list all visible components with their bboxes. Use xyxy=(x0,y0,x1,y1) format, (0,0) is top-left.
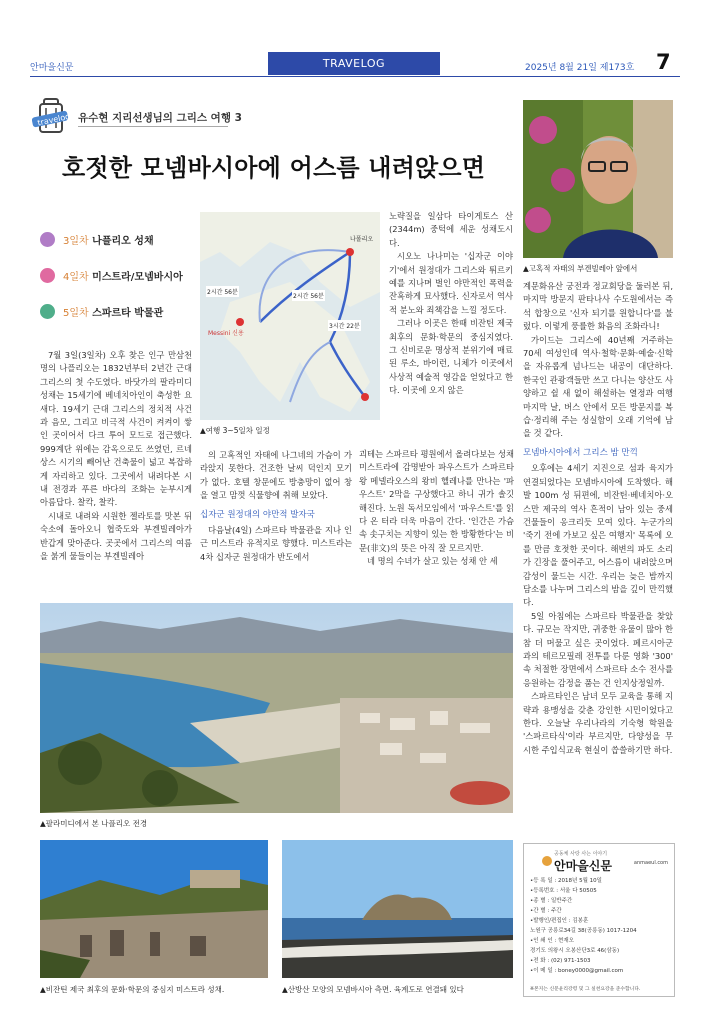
day-number: 5일차 xyxy=(63,308,89,319)
paragraph: 괴테는 스파르타 평원에서 올려다보는 성채 미스트라에 감명받아 파우스트가 스파르타 왕 메넬라오스의 왕비 헬레나를 만나는 '파우스트' 2막을 구상했다고 하니 귀가 솔깃해진다. 노원 독서모임에서 '파우스트'를 읽다 온 터라 더욱 마음이 간다. '인간은 가슴 속 솟구치는 지향이 있는 한 방황한다'는 비문(非文)의 뜻은 아직 잘 모르지만. xyxy=(359,449,514,553)
article-title: 호젓한 모넴바시아에 어스름 내려앉으면 xyxy=(62,154,486,182)
paper-name: 안마을신문 xyxy=(30,63,74,73)
map-pin-icon xyxy=(346,248,354,256)
day-place: 미스트라/모넴바시아 xyxy=(92,272,183,283)
page-number: 7 xyxy=(656,50,671,74)
day-item xyxy=(40,304,163,319)
info-row: •종 별 : 일반주간 xyxy=(530,898,573,904)
article-column-2 xyxy=(200,449,352,564)
ruins-caption: ▲비잔틴 제국 최후의 문화·학문의 중심지 미스트라 성채. xyxy=(40,985,225,994)
day-item xyxy=(40,232,154,247)
bullet-dot-icon xyxy=(40,304,55,319)
map-label: 3시간 22분 xyxy=(328,320,361,331)
article-column-3 xyxy=(389,210,513,398)
publisher-box xyxy=(523,843,675,997)
bullet-dot-icon xyxy=(40,268,55,283)
info-row: •간 별 : 주간 xyxy=(530,908,562,914)
article-column-2b xyxy=(359,448,514,569)
panorama-caption: ▲팔라미디에서 본 나플리오 전경 xyxy=(40,819,148,828)
route-map xyxy=(200,212,380,420)
map-pin-icon xyxy=(361,393,369,401)
publisher-name: 안마을신문 xyxy=(554,859,612,873)
paragraph: 7월 3일(3일차) 오후 찾은 인구 만삼천 명의 나플리오는 1832년부터 2년간 근대 그리스의 첫 수도였다. 바닷가의 팔라미디 성채는 15세기에 베네치아인이 축성한 요새다. 19세기 근대 그리스의 정치적 사건과 음모, 그리고 비극적 사건이 켜켜이 쌓인 곳이어서 다크 투어 모드로 접근했다. 999계단 위에는 감옥으로도 쓰였던, 르네상스 시기의 빼어난 건축물이 넓고 복잡하게 자리하고 있다. 그곳에서 내려다본 시내 전경과 푸른 바다의 조화는 눈부시게 아름답다. 찰칵, 찰칵. xyxy=(40,350,192,508)
map-pin-icon xyxy=(236,318,244,326)
map-label: Messini 신용 xyxy=(208,330,244,337)
paragraph: 노략질을 일삼다 타이게토스 산(2344m) 중턱에 세운 성채도시다. xyxy=(389,211,513,248)
mistra-ruins-photo xyxy=(40,840,268,978)
paragraph: 그러나 이곳은 한때 비잔틴 제국 최후의 문화·학문의 중심지였다. 그 신비로운 명상적 분위기에 매료된 루소, 바이런, 니체가 이곳에서 사상적 예술적 영감을 얻었다고 한다. 이곳에 오지 않은 xyxy=(389,318,513,396)
info-row: •인 쇄 인 : 현재오 xyxy=(530,938,574,944)
portrait-caption: ▲고혹적 자태의 부겐빌레아 앞에서 xyxy=(523,264,638,273)
info-row: 노원구 공릉로34길 38(공릉동) 1017-1204 xyxy=(530,928,637,934)
day-item xyxy=(40,268,183,283)
panorama-photo xyxy=(40,603,513,813)
article-column-4 xyxy=(523,280,673,757)
map-label: 나폴리오 xyxy=(350,236,374,243)
publisher-footer: ※본지는 신문윤리강령 및 그 실천요강을 준수합니다. xyxy=(530,987,641,992)
day-place: 스파르타 박물관 xyxy=(92,308,164,319)
header-rule xyxy=(30,76,680,77)
series-label: 유수현 지리선생님의 그리스 여행 3 xyxy=(78,112,242,124)
day-place: 나플리오 성채 xyxy=(92,236,154,247)
day-number: 3일차 xyxy=(63,236,89,247)
info-row: •발행인/편집인 : 김봉훈 xyxy=(530,918,589,924)
subheading: 모넴바시아에서 그리스 밤 만끽 xyxy=(523,447,638,458)
paragraph: 계문화유산 궁전과 정교회당을 둘러본 뒤, 마지막 방문지 판타나사 수도원에서는 즉석 합창으로 '신자 되기를 원합니다'를 불렀다. 이렇게 풍률한 화음의 조화라니! xyxy=(523,281,673,332)
info-row: 경기도 의왕시 오봉산단3로 46(삼동) xyxy=(530,948,620,954)
section-banner: TRAVELOG xyxy=(268,52,440,75)
info-row: •등 록 일 : 2018년 5월 10일 xyxy=(530,878,602,884)
travelog-suitcase-icon xyxy=(32,96,72,136)
paragraph: 다음날(4일) 스파르타 박물관을 지나 인근 미스트라 유적지로 향했다. 미스트라는 4차 십자군 원정대가 반도에서 xyxy=(200,525,352,562)
issue-date: 2025년 8월 21일 제173호 xyxy=(525,63,635,73)
map-caption: ▲여행 3~5일차 일정 xyxy=(200,426,270,435)
series-rule xyxy=(78,126,228,127)
day-number: 4일차 xyxy=(63,272,89,283)
paragraph: 시내로 내려와 시원한 젤라토를 맛본 뒤 숙소에 돌아오니 협죽도와 부겐빌레아가 반갑게 맞아준다. 곳곳에서 그리스의 여름을 붉게 물들이는 부겐빌레아 xyxy=(40,510,192,562)
map-label: 2시간 56분 xyxy=(292,290,325,301)
rock-caption: ▲산방산 모양의 모넴바시아 측면. 육계도로 연결돼 있다 xyxy=(282,985,464,994)
paragraph: 시오노 나나미는 '십자군 이야기'에서 원정대가 그리스와 튀르키예를 지나며 벌인 야만적인 폭력을 잔혹하게 묘사했다. 신자로서 역사적 분노와 죄책감을 느낄 정도다. xyxy=(389,251,513,315)
paragraph: 스파르타인은 남녀 모두 교육을 통해 지략과 용맹성을 갖춘 강인한 시민이었다고 한다. 오늘날 우리나라의 기숙형 학원을 '스파르타식'이라 부르지만, 다양성을 무시한 주입식교육 현실이 씁쓸하기만 하다. xyxy=(523,691,673,755)
bullet-dot-icon xyxy=(40,232,55,247)
paragraph: 5일 아침에는 스파르타 박물관을 찾았다. 규모는 작지만, 귀중한 유물이 많아 한참 더 머물고 싶은 곳이었다. 페르시아군과의 테르모필레 전투를 다룬 영화 '300' 속 처절한 장면에서 스파르타 소수 전사를 응원하는 감정을 품는 건 인지상정일까. xyxy=(523,610,673,688)
article-column-1 xyxy=(40,349,192,564)
monemvasia-rock-photo xyxy=(282,840,513,978)
portrait-photo xyxy=(523,100,673,258)
paragraph: 의 고혹적인 자태에 나그네의 가슴이 가라앉지 못한다. 건조한 날씨 덕인지 모기가 없다. 호텔 창문에도 방충망이 없어 창을 열고 맘껏 식물향에 취해 보았다. xyxy=(200,450,352,501)
publisher-slogan: 공동체 사랑 사는 이야기 xyxy=(554,851,608,857)
info-row: •등록번호 : 서울 다 50505 xyxy=(530,888,597,894)
map-label: 2시간 56분 xyxy=(206,286,239,297)
subheading: 십자군 원정대의 야만적 발자국 xyxy=(200,509,315,520)
publisher-info xyxy=(530,876,637,976)
paragraph: 가이드는 그리스에 40년째 거주하는 70세 여성인데 역사·철학·문화·예술·신학을 자유롭게 넘나드는 내공이 대단하다. 한국인 관광객들만 쓰고 다니는 양산도 사양하고 쉴 새 없이 해설하는 열정과 여행 마지막 날, 버스 안에서 모든 방문지를 복습·정리해 주는 성실함이 오래 기억에 남을 것 같다. xyxy=(523,334,673,439)
publisher-site: anmaeul.com xyxy=(633,860,668,866)
travelog-badge: travelog xyxy=(36,111,71,128)
info-row: •이 메 일 : boney0000@gmail.com xyxy=(530,968,624,974)
info-row: •전 화 : (02) 971-1503 xyxy=(530,958,591,964)
paragraph: 네 명의 수녀가 살고 있는 성채 안 세 xyxy=(367,556,498,567)
paragraph: 오후에는 4세기 지진으로 섬과 육지가 연결되었다는 모넴바시아에 도착했다. 해발 100m 성 뒤편에, 비잔틴·베네치아·오스만 제국의 역사 흔적이 남아 있는 중세 건물들이 옹크리듯 모여 있다. 누군가의 '죽기 전에 가보고 싶은 여행지' 목록에 오를 만큼 호젓한 곳이다. 해변의 파도 소리가 긴장을 풀어주고, 어스름이 내려앉으며 감성이 물드는 시간. 우리는 늦은 밤까지 담소를 나누며 그리스의 밤을 깊이 만끽했다. xyxy=(523,463,673,608)
logo-icon xyxy=(542,856,552,866)
